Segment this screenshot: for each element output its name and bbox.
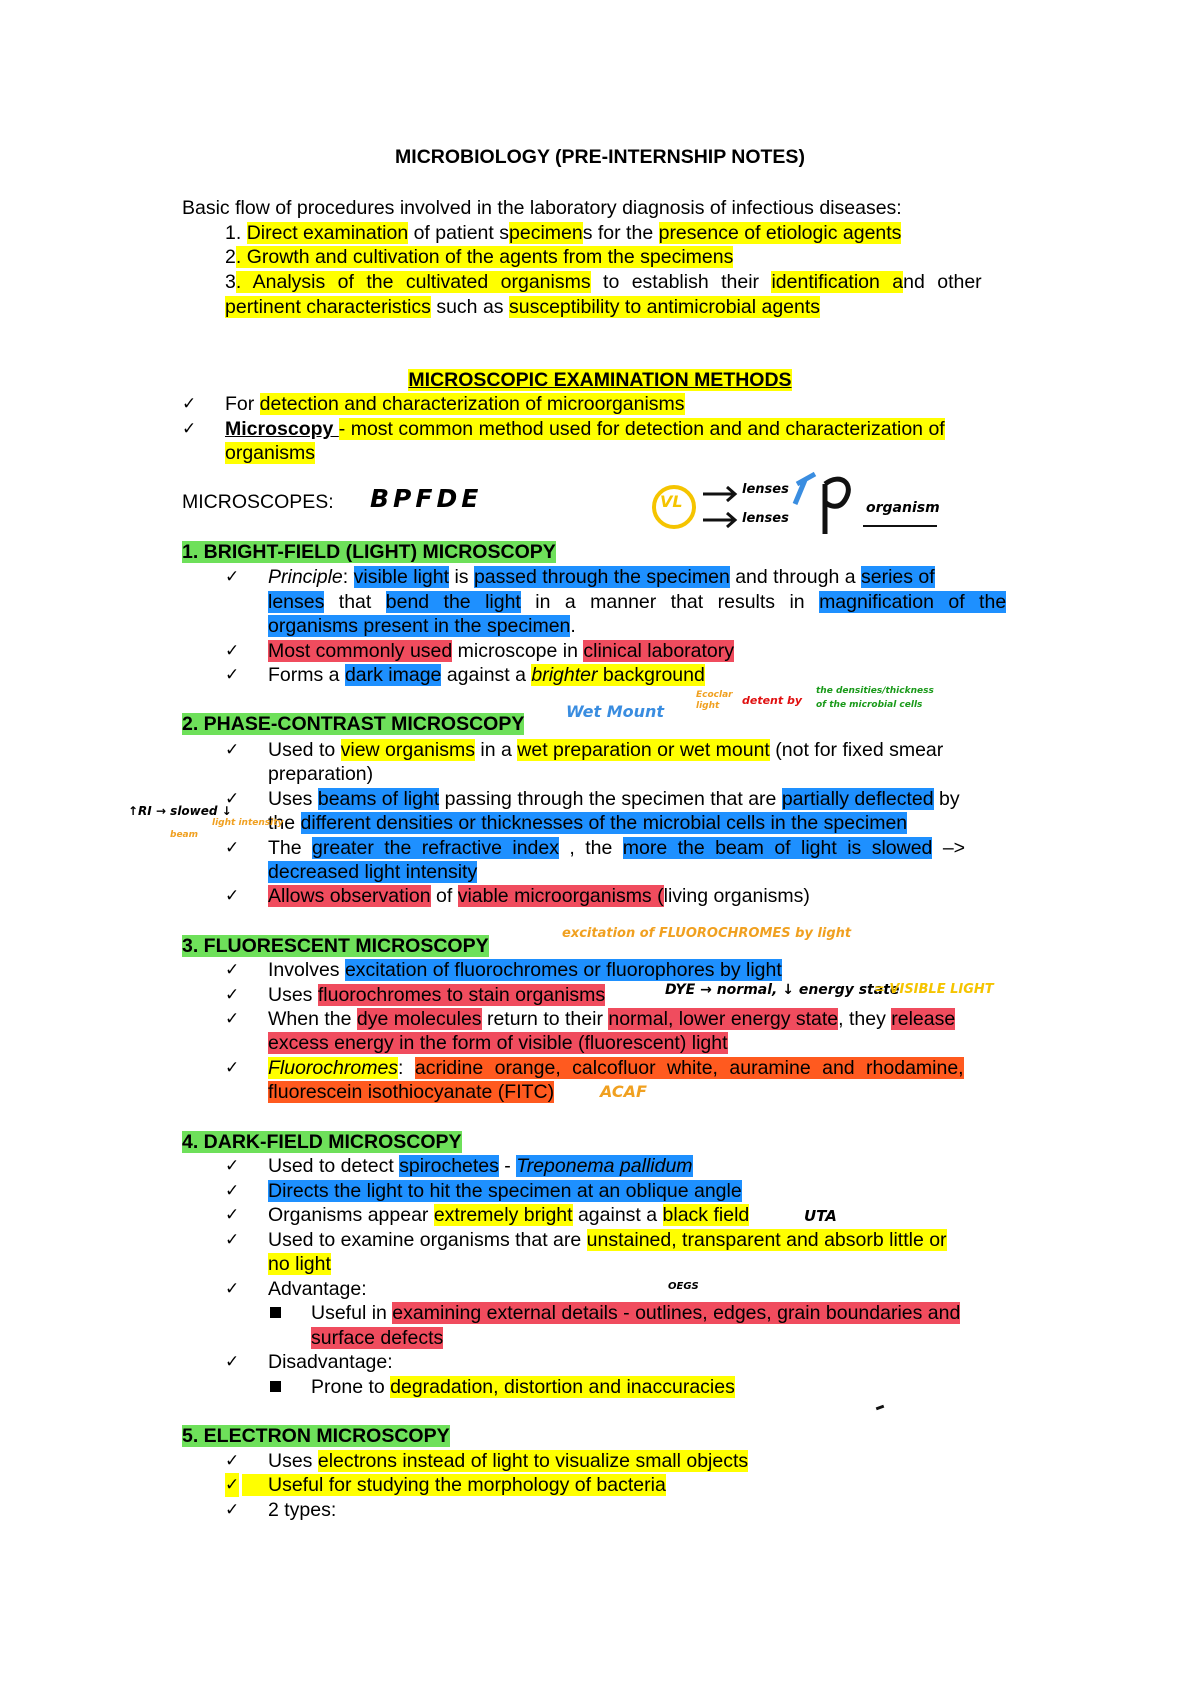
s3-point-1: Involves excitation of fluorochromes or fluorophores by light [268,959,782,981]
section-4-heading: 4. DARK-FIELD MICROSCOPY [182,1131,462,1153]
handwritten-ri-sub: beam [170,830,198,840]
s1-principle-line-1: Principle: visible light is passed through the specimen and through a series of [268,566,935,588]
handwritten-note-green-2: of the microbial cells [816,700,923,710]
checkmark-icon: ✓ [182,394,197,414]
methods-bullet-2: Microscopy - most common method used for detection and and characterization of [225,418,945,440]
handwritten-vl: VL [660,492,683,511]
checkmark-icon: ✓ [182,419,197,439]
checkmark-icon: ✓ [225,665,240,685]
scribble-icon [795,474,815,504]
checkmark-icon: ✓ [225,960,240,980]
methods-bullet-1: For detection and characterization of microorganisms [225,393,685,415]
s4-disadvantage-item: Prone to degradation, distortion and inaccuracies [311,1376,735,1398]
handwritten-acaf: ACAF [600,1082,647,1101]
checkmark-icon: ✓ [225,886,240,906]
checkmark-icon: ✓ [225,1279,240,1299]
s4-point-4-cont: no light [268,1253,331,1275]
s3-point-3-cont: excess energy in the form of visible (fluorescent) light [268,1032,728,1054]
s1-point-2: Most commonly used microscope in clinical laboratory [268,640,735,662]
arrow-right-icon [703,513,735,527]
pen-mark-icon [876,1405,885,1411]
handwritten-lenses-1: lenses [742,482,789,497]
s4-advantage-label: Advantage: [268,1278,367,1300]
checkmark-icon: ✓ [225,1230,240,1250]
handwritten-bpfde: BPFDE [370,484,483,513]
handwritten-organism: organism [866,500,940,516]
checkmark-icon: ✓ [225,789,240,809]
s4-advantage-item-cont: surface defects [311,1327,444,1349]
s4-point-4: Used to examine organisms that are unstained, transparent and absorb little or [268,1229,947,1251]
checkmark-icon: ✓ [225,1156,240,1176]
checkmark-icon: ✓ [225,985,240,1005]
s2-point-4: Allows observation of viable microorganisms (living organisms) [268,885,810,907]
section-5-heading: 5. ELECTRON MICROSCOPY [182,1425,450,1447]
checkmark-icon: ✓ [225,1475,240,1495]
s2-point-3: The greater the refractive index , the more the beam of light is slowed –> [268,837,966,859]
handwritten-uta: UTA [804,1207,837,1225]
s5-point-1: Uses electrons instead of light to visualize small objects [268,1450,749,1472]
checkmark-icon: ✓ [225,740,240,760]
s1-principle-line-2: lenses that bend the light in a manner that results in magnification of the [268,591,1007,613]
handwritten-lenses-2: lenses [742,511,789,526]
handwritten-ri-light: light intensity [212,818,284,828]
s4-advantage-item: Useful in examining external details - outlines, edges, grain boundaries and [311,1302,961,1324]
microscopes-label: MICROSCOPES: [182,491,334,513]
methods-bullet-2-cont: organisms [225,442,315,464]
section-1-heading: 1. BRIGHT-FIELD (LIGHT) MICROSCOPY [182,541,556,563]
p-glyph-icon [825,479,848,534]
methods-heading: MICROSCOPIC EXAMINATION METHODS [408,369,792,391]
handwritten-note-red: detent by [742,694,803,707]
s2-point-2: Uses beams of light passing through the specimen that are partially deflected by [268,788,960,810]
s3-point-4: Fluorochromes: acridine orange, calcofluor white, auramine and rhodamine, [268,1057,964,1079]
handwritten-note-green-1: the densities/thickness [816,686,934,696]
s3-point-3: When the dye molecules return to their normal, lower energy state, they release [268,1008,956,1030]
intro-lead: Basic flow of procedures involved in the laboratory diagnosis of infectious diseases: [182,197,902,219]
checkmark-icon: ✓ [225,1451,240,1471]
section-3-heading: 3. FLUORESCENT MICROSCOPY [182,935,489,957]
s1-point-3: Forms a dark image against a brighter background [268,664,705,686]
handwritten-dye: DYE → normal, ↓ energy state [665,982,900,998]
checkmark-icon: ✓ [225,567,240,587]
intro-item-1: 1. Direct examination of patient specimens for the presence of etiologic agents [225,222,902,244]
square-bullet-icon [270,1307,281,1318]
section-2-heading: 2. PHASE-CONTRAST MICROSCOPY [182,713,525,735]
checkmark-icon: ✓ [225,1500,240,1520]
intro-item-3: 3. Analysis of the cultivated organisms to establish their identification and other [225,271,982,293]
s5-point-3: 2 types: [268,1499,337,1521]
checkmark-icon: ✓ [225,838,240,858]
s3-point-4-cont: fluorescein isothiocyanate (FITC) [268,1081,555,1103]
arrow-right-icon [703,487,735,501]
s4-point-1: Used to detect spirochetes - Treponema pallidum [268,1155,693,1177]
s2-point-3-cont: decreased light intensity [268,861,478,883]
s4-point-3: Organisms appear extremely bright against a black field [268,1204,750,1226]
handwritten-wet-mount: Wet Mount [566,702,665,721]
checkmark-icon: ✓ [225,1352,240,1372]
s2-point-1: Used to view organisms in a wet preparation or wet mount (not for fixed smear [268,739,944,761]
s4-disadvantage-label: Disadvantage: [268,1351,393,1373]
handwritten-visible-light: = VISIBLE LIGHT [874,982,994,997]
handwritten-ri-note: ↑RI → slowed ↓ [128,804,232,818]
checkmark-icon: ✓ [225,641,240,661]
intro-item-2: 2. Growth and cultivation of the agents from the specimens [225,246,734,268]
checkmark-icon: ✓ [225,1205,240,1225]
checkmark-icon: ✓ [225,1009,240,1029]
square-bullet-icon [270,1381,281,1392]
s3-point-2: Uses fluorochromes to stain organisms [268,984,606,1006]
s5-point-2: Useful for studying the morphology of bacteria [242,1473,666,1497]
checkmark-icon: ✓ [225,1058,240,1078]
handwritten-note-yellow: Ecoclar light [696,690,733,711]
intro-item-3-cont: pertinent characteristics such as susceptibility to antimicrobial agents [225,296,821,318]
checkmark-icon: ✓ [225,1181,240,1201]
s4-point-2: Directs the light to hit the specimen at an oblique angle [268,1180,742,1202]
s2-point-1-cont: preparation) [268,763,374,785]
document-title: MICROBIOLOGY (PRE-INTERNSHIP NOTES) [395,146,805,168]
s1-principle-line-3: organisms present in the specimen. [268,615,576,637]
handwritten-excitation: excitation of FLUOROCHROMES by light [562,926,852,941]
s2-point-2-cont: the different densities or thicknesses of the microbial cells in the specimen [268,812,908,834]
handwritten-oeg: OEGS [668,1281,699,1292]
